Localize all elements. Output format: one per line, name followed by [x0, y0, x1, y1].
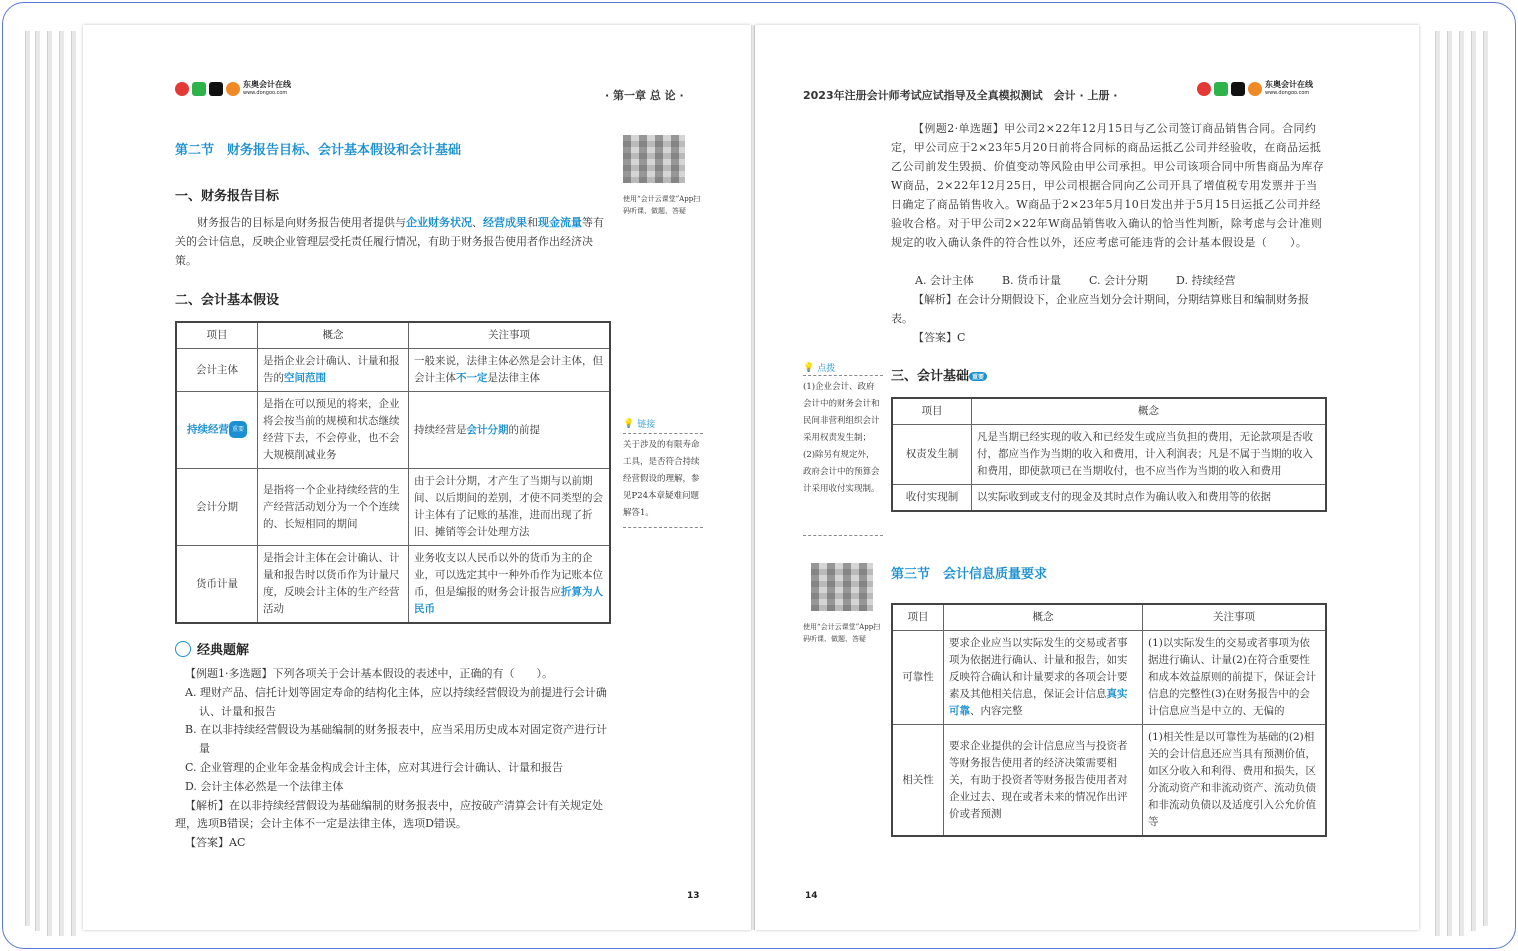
brand-url: www.dongoo.com	[243, 90, 288, 96]
book-frame	[2, 2, 1516, 949]
lightbulb-icon: 💡	[803, 362, 815, 373]
page-edge	[25, 31, 30, 926]
table-header: 项目	[892, 604, 944, 631]
ex1-stem: 【例题1·多选题】下列各项关于会计基本假设的表述中，正确的有（ ）。	[185, 667, 553, 680]
wechat-icon	[192, 82, 206, 96]
table-row: 货币计量 是指会计主体在会计确认、计量和报告时以货币作为计量尺度，反映会计主体的生产经营活动 业务收支以人民币以外的货币为主的企业，可以选定其中一种外币作为记账本位币，但是编报的财务会计报告应折算为人民币	[176, 546, 610, 624]
quality-table	[891, 603, 1327, 837]
page-edge	[71, 31, 76, 936]
page-edge	[1483, 31, 1488, 926]
page-edge	[1435, 31, 1440, 936]
page-edge	[1471, 31, 1476, 931]
tip-sidebar-text: (1)企业会计、政府会计中的财务会计和民间非营利组织会计采用权责发生制；(2)除另有规定外，政府会计中的预算会计采用收付实现制。	[803, 382, 880, 494]
page-edge	[35, 31, 40, 931]
table-header: 概念	[258, 322, 409, 349]
ex1-option-c: C. 企业管理的企业年金基金构成会计主体，应对其进行会计确认、计量和报告	[185, 760, 564, 774]
brand-name: 东奥会计在线	[243, 80, 291, 89]
table-row: 相关性 要求企业提供的会计信息应当与投资者等财务报告使用者的经济决策需要相关，有助于投资者等财务报告使用者对企业过去、现在或者未来的情况作出评价或者预测 (1)相关性是以可靠性为基础的(2)相关的会计信息还应当具有预测价值，如区分收入和利得、费用和损失，区分流动资产和非流动资产、流动负债和非流动负债以及适度引入公允价值等	[892, 725, 1326, 837]
page-number: 13	[687, 891, 700, 901]
qr-code[interactable]	[623, 135, 685, 183]
tip-sidebar-title: 💡 点拨	[803, 362, 836, 374]
ex1-option-d: D. 会计主体必然是一个法律主体	[185, 779, 344, 793]
ex2-option-d: D. 持续经营	[1176, 274, 1236, 287]
dongao-icon	[226, 82, 240, 96]
ex2-option-a: A. 会计主体	[915, 274, 974, 287]
ex2-option-b: B. 货币计量	[1001, 274, 1062, 287]
brand-url: www.dongoo.com	[1265, 90, 1310, 96]
link-sidebar-title: 💡 链接	[623, 418, 656, 430]
ex1-analysis: 【解析】在以非持续经营假设为基础编制的财务报表中，应按破产清算会计有关规定处理，选项B错误；会计主体不一定是法律主体，选项D错误。	[175, 798, 603, 831]
table-header: 项目	[892, 398, 972, 425]
ex1-option-a: A. 理财产品、信托计划等固定寿命的结构化主体，应以持续经营假设为前提进行会计确认、计量和报告	[185, 685, 607, 718]
table-row: 权责发生制 凡是当期已经实现的收入和已经发生或应当负担的费用，无论款项是否收付，都应当作为当期的收入和费用，计入利润表；凡是不属于当期的收入和费用，即使款项已在当期收付，也不应当作为当期的收入和费用	[892, 425, 1326, 485]
assumptions-table	[175, 321, 611, 624]
dongao-icon	[1248, 82, 1262, 96]
brand-logo	[175, 80, 291, 98]
objective-paragraph: 财务报告的目标是向财务报告使用者提供与企业财务状况、经营成果和现金流量等有关的会计信息，反映企业管理层受托责任履行情况，有助于财务报告使用者作出经济决策。	[175, 216, 604, 267]
table-row: 会计主体 是指企业会计确认、计量和报告的空间范围 一般来说，法律主体必然是会计主体，但会计主体不一定是法律主体	[176, 349, 610, 392]
book-header: 2023年注册会计师考试应试指导及全真模拟测试 会计 · 上册 ·	[803, 89, 1118, 102]
table-header: 关注事项	[409, 322, 611, 349]
weibo-icon	[1197, 82, 1211, 96]
ex2-analysis: 【解析】在会计分期假设下，企业应当划分会计期间，分期结算账目和编制财务报表。	[891, 293, 1309, 325]
brand-logo	[1197, 80, 1313, 98]
page-edge	[59, 31, 64, 936]
right-page	[755, 25, 1419, 930]
ex2-stem: 【例题2·单选题】甲公司2×22年12月15日与乙公司签订商品销售合同。合同约定，甲公司应于2×23年5月20日前将合同标的商品运抵乙公司并经验收，在商品运抵乙公司前发生毁损、价值变动等风险由甲公司承担。甲公司该项合同中所售商品为库存W商品，2×22年12月25日，甲公司根据合同向乙公司开具了增值税专用发票并于当日确定了商品销售收入。W商品于2×23年5月10日发出并于5月15日运抵乙公司并经验收合格。对于甲公司2×22年W商品销售收入确认的恰当性判断，除考虑与会计准则规定的收入确认条件的符合性以外，还应考虑可能违背的会计基本假设是（ ）。	[891, 122, 1325, 249]
table-header: 概念	[972, 398, 1327, 425]
tiktok-icon	[1231, 82, 1245, 96]
lightbulb-icon: 💡	[623, 418, 635, 429]
ex2-answer: 【答案】C	[913, 331, 966, 344]
section3-title: 第三节 会计信息质量要求	[891, 567, 1048, 582]
page-number: 14	[805, 891, 818, 901]
tiktok-icon	[209, 82, 223, 96]
example-1	[175, 665, 615, 853]
ex1-answer: 【答案】AC	[185, 836, 246, 850]
wechat-icon	[1214, 82, 1228, 96]
weibo-icon	[175, 82, 189, 96]
heading-assumptions: 二、会计基本假设	[175, 293, 280, 308]
page-edge	[1447, 31, 1452, 936]
left-page	[83, 25, 751, 930]
divider	[623, 433, 703, 434]
page-edge	[47, 31, 52, 936]
table-row: 持续经营 重要 是指在可以预见的将来，企业将会按当前的规模和状态继续经营下去，不会停业，也不会大规模削减业务 持续经营是会计分期的前提	[176, 392, 610, 469]
section-title: 第二节 财务报告目标、会计基本假设和会计基础	[175, 143, 462, 158]
qr-code[interactable]	[811, 563, 873, 611]
ex2-options	[915, 271, 1315, 290]
basis-table	[891, 397, 1327, 512]
qr-caption: 使用“会计云课堂”App扫码听课、做题、答疑	[623, 195, 701, 215]
chapter-header: · 第一章 总 论 ·	[605, 89, 684, 102]
link-sidebar-text: 关于涉及的有限寿命工具，是否符合持续经营假设的理解，参见P24本章疑难问题解答1。	[623, 440, 700, 518]
ex1-option-b: B. 在以非持续经营假设为基础编制的财务报表中，应当采用历史成本对固定资产进行计量	[185, 723, 608, 756]
important-tag: 重要	[229, 421, 247, 438]
divider	[803, 535, 883, 536]
table-row: 可靠性 要求企业应当以实际发生的交易或者事项为依据进行确认、计量和报告，如实反映符合确认和计量要求的各项会计要素及其他相关信息，保证会计信息真实可靠、内容完整 (1)以实际发生的交易或者事项为依据进行确认、计量(2)在符合重要性和成本效益原则的前提下，保证会计信息的完整性(3)在财务报告中的会计信息应当是中立的、无偏的	[892, 631, 1326, 725]
heading-basis: 三、会计基础 重要	[891, 365, 987, 384]
ex2-option-c: C. 会计分期	[1089, 274, 1149, 287]
qr-caption: 使用“会计云课堂”App扫码听课、做题、答疑	[803, 623, 881, 643]
table-header: 关注事项	[1143, 604, 1327, 631]
classic-title: 经典题解	[175, 639, 249, 658]
table-header: 概念	[944, 604, 1143, 631]
brand-name: 东奥会计在线	[1265, 80, 1313, 89]
page-edge	[1459, 31, 1464, 936]
table-header: 项目	[176, 322, 258, 349]
document-icon	[175, 641, 191, 657]
divider	[803, 375, 883, 376]
divider	[623, 527, 703, 528]
heading-objective: 一、财务报告目标	[175, 189, 280, 204]
important-tag: 重要	[969, 372, 987, 381]
table-row: 收付实现制 以实际收到或支付的现金及其时点作为确认收入和费用等的依据	[892, 485, 1326, 512]
table-row: 会计分期 是指将一个企业持续经营的生产经营活动划分为一个个连续的、长短相同的期间 由于会计分期，才产生了当期与以前期间、以后期间的差别，才使不同类型的会计主体有了记账的基准，进而出现了折旧、摊销等会计处理方法	[176, 469, 610, 546]
